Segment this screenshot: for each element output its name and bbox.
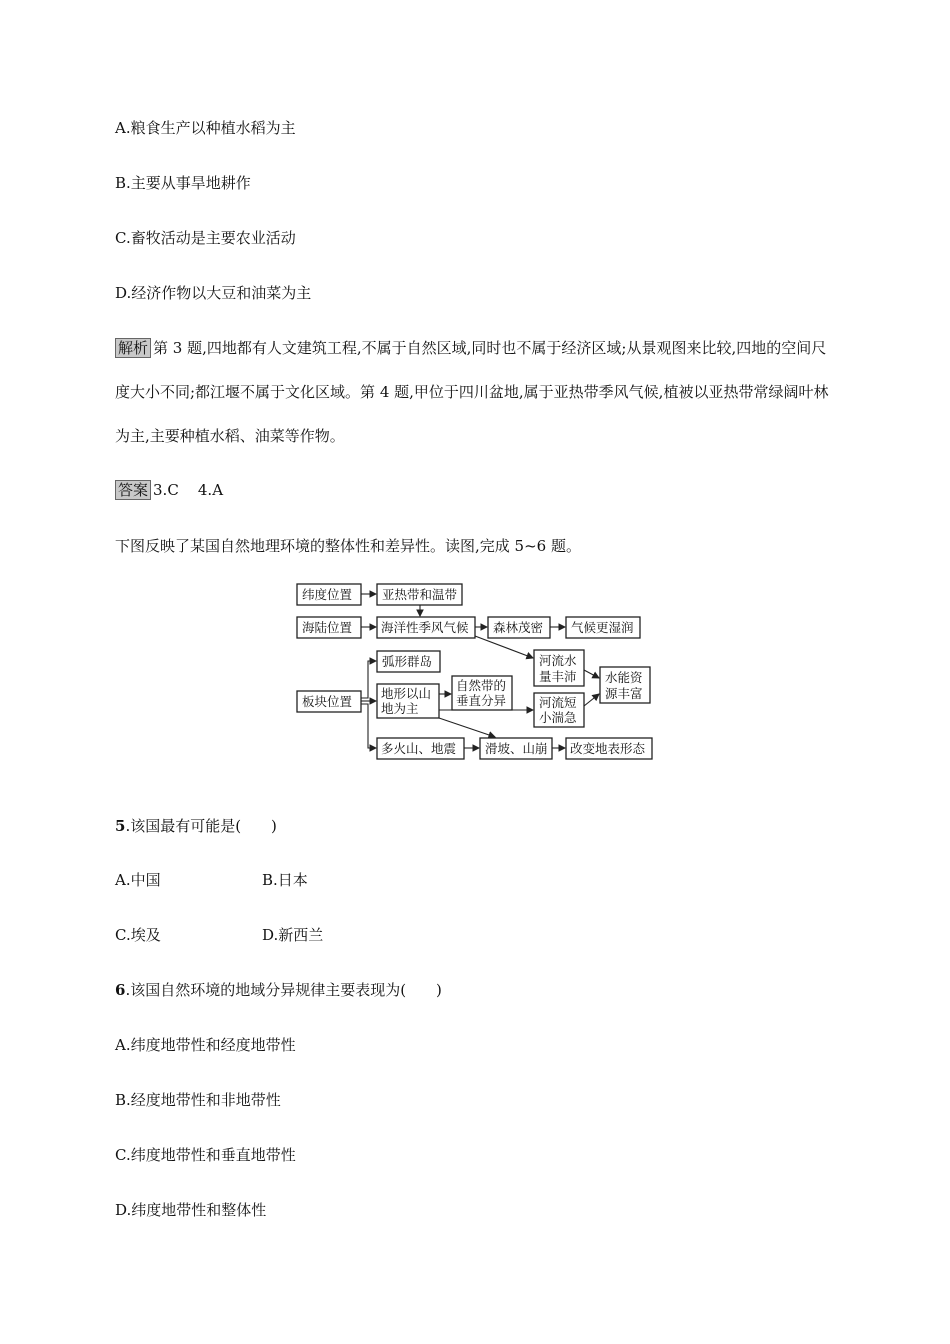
q5-option-a: A.中国 — [115, 871, 161, 889]
node-hydro-a: 水能资 — [605, 670, 643, 685]
node-zone-b: 垂直分异 — [456, 693, 507, 708]
q6-option-a: A.纬度地带性和经度地带性 — [115, 1036, 296, 1054]
flow-diagram — [290, 578, 660, 768]
node-humid: 气候更湿润 — [571, 620, 634, 635]
node-subtrop: 亚热带和温带 — [382, 587, 458, 602]
option-b: B.主要从事旱地耕作 — [115, 174, 251, 192]
option-c: C.畜牧活动是主要农业活动 — [115, 229, 296, 247]
arrow-terrain-landslide — [439, 718, 495, 737]
arrow-river1-hydro — [584, 670, 599, 678]
node-surface: 改变地表形态 — [570, 741, 646, 756]
node-river2-a: 河流短 — [539, 695, 577, 710]
answer-text: 3.C 4.A — [153, 481, 224, 499]
analysis-text: 第 3 题,四地都有人文建筑工程,不属于自然区域,同时也不属于经济区域;从景观图来比较,四地的空间尺度大小不同;都江堰不属于文化区域。第 4 题,甲位于四川盆地,属于亚热带季风气候,植被以亚热带常绿阔叶林为主,主要种植水稻、油菜等作物。 — [115, 339, 829, 445]
question-5-number: 5 — [115, 817, 126, 835]
node-river2-b: 小湍急 — [539, 710, 577, 725]
q6-option-b: B.经度地带性和非地带性 — [115, 1091, 281, 1109]
option-d: D.经济作物以大豆和油菜为主 — [115, 284, 312, 302]
q5-option-c: C.埃及 — [115, 926, 161, 944]
node-forest: 森林茂密 — [493, 620, 544, 635]
answer-line — [115, 480, 223, 500]
node-lat: 纬度位置 — [302, 587, 353, 602]
q6-option-d: D.纬度地带性和整体性 — [115, 1201, 267, 1219]
node-hydro-b: 源丰富 — [605, 686, 643, 701]
question-5 — [115, 816, 277, 836]
node-sealand: 海陆位置 — [302, 620, 353, 635]
intro-text: 下图反映了某国自然地理环境的整体性和差异性。读图,完成 5~6 题。 — [115, 537, 581, 555]
node-river1-b: 量丰沛 — [539, 669, 577, 684]
node-arc: 弧形群岛 — [382, 654, 433, 669]
answer-tag: 答案 — [115, 480, 151, 500]
node-river1-a: 河流水 — [539, 653, 577, 668]
analysis-tag: 解析 — [115, 338, 151, 358]
question-6 — [115, 980, 442, 1000]
node-climate: 海洋性季风气候 — [381, 620, 469, 635]
node-landslide: 滑坡、山崩 — [485, 741, 548, 756]
node-terrain-a: 地形以山 — [381, 686, 432, 701]
question-6-stem: .该国自然环境的地域分异规律主要表现为( ) — [125, 981, 442, 999]
q6-option-c: C.纬度地带性和垂直地带性 — [115, 1146, 296, 1164]
arrow-river2-hydro — [584, 694, 599, 706]
question-6-number: 6 — [115, 981, 126, 999]
node-volcano: 多火山、地震 — [381, 741, 457, 756]
node-plate: 板块位置 — [302, 694, 353, 709]
q5-row2 — [115, 925, 161, 945]
q5-option-d: D.新西兰 — [262, 926, 324, 944]
arrow-climate-river1 — [475, 636, 533, 658]
analysis-paragraph — [115, 326, 835, 458]
q5-option-b: B.日本 — [262, 871, 308, 889]
node-terrain-b: 地为主 — [381, 701, 419, 716]
node-zone-a: 自然带的 — [456, 678, 507, 693]
option-a: A.粮食生产以种植水稻为主 — [115, 119, 296, 137]
arrow-plate-arc — [361, 661, 376, 698]
arrow-plate-volcano — [361, 704, 376, 748]
q5-row1 — [115, 870, 161, 890]
question-5-stem: .该国最有可能是( ) — [125, 817, 277, 835]
